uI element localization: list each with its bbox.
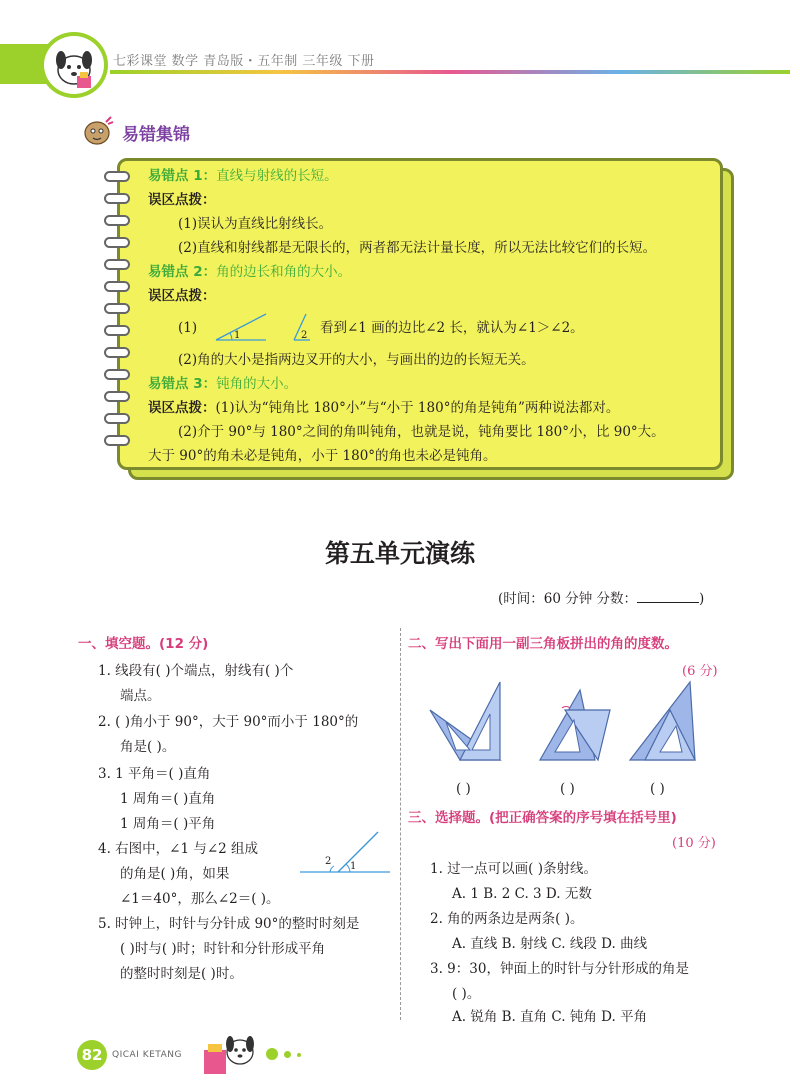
svg-text:1: 1 [350,861,357,872]
angle-diagram [298,828,394,878]
spiral-ring [104,325,130,336]
column-divider [400,628,401,1020]
svg-text:2: 2 [301,330,308,341]
spiral-ring [104,259,130,270]
set-square-icon [630,682,695,760]
tip-text: (2)角的大小是指两边叉开的大小，与画出的边的长短无关。 [178,352,535,368]
potato-mascot-icon [80,114,114,148]
question-line: 1 周角＝( )直角 [120,791,216,807]
answer-blank-2[interactable]: ( ) [560,781,575,797]
spiral-ring [104,193,130,204]
error-point-3: 易错点 3：钝角的大小。 [148,376,298,392]
spiral-ring [104,413,130,424]
question-line: 3. 9：30，钟面上的时针与分针形成的角是 [430,961,689,977]
unit-title: 第五单元演练 [324,539,475,568]
question-line: ( )。 [452,986,481,1002]
tip-label: 误区点拨： [148,192,216,208]
question-line: 1. 线段有( )个端点，射线有( )个 [98,663,294,679]
spiral-ring [104,237,130,248]
mascot-dog-icon [200,1030,260,1076]
svg-text:2: 2 [325,856,332,867]
question-line: 2. 角的两条边是两条( )。 [430,911,584,927]
part3-heading: 三、选择题。(把正确答案的序号填在括号里) [408,810,677,826]
angle-figure [214,310,334,344]
decor-dot [284,1051,291,1058]
tip-text: 大于 90°的角未必是钝角，小于 180°的角也未必是钝角。 [148,448,497,464]
question-line: 1. 过一点可以画( )条射线。 [430,861,597,877]
question-line: 3. 1 平角＝( )直角 [98,766,211,782]
spiral-ring [104,303,130,314]
score-blank[interactable] [637,591,699,603]
spiral-ring [104,369,130,380]
question-line: ∠1＝40°，那么∠2＝( )。 [120,891,280,907]
mascot-dog-icon [40,32,108,98]
tip-text: (2)直线和射线都是无限长的，两者都无法计量长度，所以无法比较它们的长短。 [178,240,657,256]
question-line: 端点。 [120,688,161,704]
part3-points: (10 分) [672,836,716,851]
part2-points: (6 分) [682,664,718,679]
error-point-2: 易错点 2：角的边长和角的大小。 [148,264,352,280]
question-line: 的角是( )角，如果 [120,866,230,882]
choice-line: A. 1 B. 2 C. 3 D. 无数 [452,886,592,902]
answer-blank-3[interactable]: ( ) [650,781,665,797]
question-line: 的整时时刻是( )时。 [120,966,243,982]
tip-line: 误区点拨：(1)认为“钝角比 180°小”与“小于 180°的角是钝角”两种说法都对。 [148,400,620,416]
question-line: ( )时与( )时；时针和分针形成平角 [120,941,326,957]
spiral-ring [104,215,130,226]
question-line: 1 周角＝( )平角 [120,816,216,832]
spiral-ring [104,171,130,182]
set-square-icon [540,690,610,760]
spiral-ring [104,281,130,292]
error-point-1: 易错点 1：直线与射线的长短。 [148,168,338,184]
book-info: 七彩课堂 数学 青岛版・五年制 三年级 下册 [113,54,375,69]
time-score-line: (时间：60 分钟 分数： ) [498,591,705,607]
tip-text: 看到∠1 画的边比∠2 长，就认为∠1＞∠2。 [320,320,584,336]
part2-heading: 二、写出下面用一副三角板拼出的角的度数。 [408,636,678,652]
question-line: 5. 时钟上，时针与分针成 90°的整时时刻是 [98,916,360,932]
header-rainbow-rule [110,70,790,74]
page-number: 82 [77,1040,107,1070]
question-line: 角是( )。 [120,739,176,755]
spiral-ring [104,347,130,358]
svg-text:1: 1 [234,330,241,341]
set-square-figures [420,680,720,776]
footer-brand: QICAI KETANG [112,1050,182,1060]
set-square-icon [430,682,500,760]
tip-label: 误区点拨： [148,288,216,304]
spiral-ring [104,435,130,446]
question-line: 4. 右图中，∠1 与∠2 组成 [98,841,259,857]
part1-heading: 一、填空题。(12 分) [78,636,209,652]
section-title: 易错集锦 [122,125,190,145]
choice-line: A. 直线 B. 射线 C. 线段 D. 曲线 [452,936,648,952]
question-line: 2. ( )角小于 90°，大于 90°而小于 180°的 [98,714,359,730]
tip-text: (1)误认为直线比射线长。 [178,216,333,232]
decor-dot [297,1053,301,1057]
decor-dot [266,1048,278,1060]
choice-line: A. 锐角 B. 直角 C. 钝角 D. 平角 [452,1009,648,1025]
tip-text: (1) [178,320,198,336]
tip-text: (2)介于 90°与 180°之间的角叫钝角，也就是说，钝角要比 180°小，比 90°大。 [178,424,665,440]
spiral-ring [104,391,130,402]
answer-blank-1[interactable]: ( ) [456,781,471,797]
